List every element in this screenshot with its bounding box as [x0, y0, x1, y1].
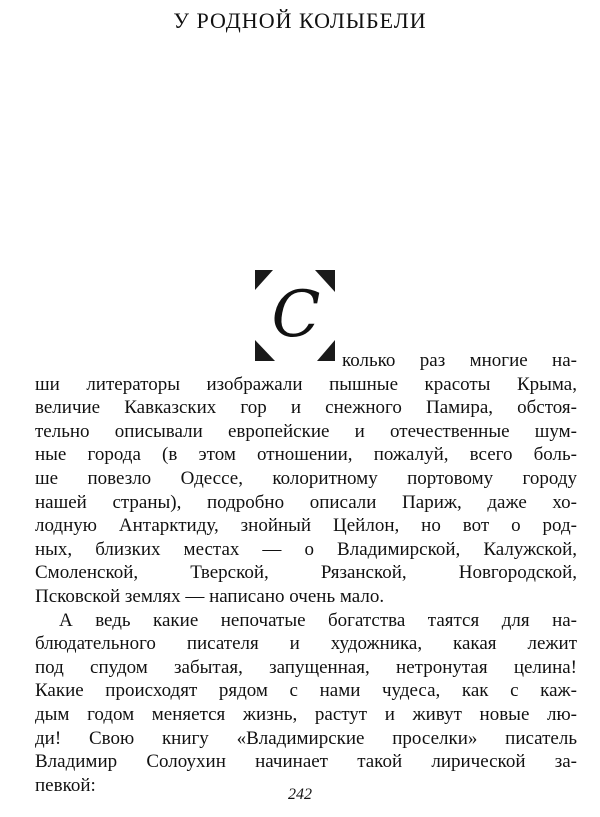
text-line: величие Кавказских гор и снежного Памира, обстоя-	[35, 397, 577, 419]
text-line: дым годом меняется жизнь, растут и живут новые лю-	[35, 703, 577, 725]
text-line: тельно описывали европейские и отечественные шум-	[35, 420, 577, 442]
text-line: нашей страны), подробно описали Париж, даже хо-	[35, 491, 577, 513]
page-title: У РОДНОЙ КОЛЫБЕЛИ	[173, 8, 427, 33]
text-line: Смоленской, Тверской, Рязанской, Новгородской,	[35, 562, 577, 584]
text-line: ные города (в этом отношении, пожалуй, всего боль-	[35, 444, 577, 466]
text-line: ди! Свою книгу «Владимирские проселки» писатель	[35, 727, 577, 749]
paragraph-1	[35, 349, 577, 609]
drop-cap-letter: С	[271, 278, 321, 352]
text-line: колько раз многие на-	[342, 350, 577, 371]
text-line: ши литераторы изображали пышные красоты Крыма,	[35, 373, 577, 395]
text-line: лодную Антарктиду, знойный Цейлон, но вот о род-	[35, 515, 577, 537]
text-line: Какие происходят рядом с нами чудеса, как с каж-	[35, 680, 577, 702]
text-line: ных, близких местах — о Владимирской, Калужской,	[35, 538, 577, 560]
text-line: ше повезло Одессе, колоритному портовому городу	[35, 467, 577, 489]
text-line: под спудом забытая, запущенная, нетронутая целина!	[35, 656, 577, 678]
page-number: 242	[288, 786, 312, 803]
text-line: блюдательного писателя и художника, какая лежит	[35, 633, 577, 655]
text-line: певкой:	[35, 774, 96, 796]
text-line: А ведь какие непочатые богатства таятся для на-	[59, 609, 577, 631]
paragraph-2	[35, 609, 577, 798]
text-line: Псковской землях — написано очень мало.	[35, 585, 385, 607]
drop-cap-ornament	[255, 270, 335, 361]
text-line: Владимир Солоухин начинает такой лирической за-	[35, 751, 577, 773]
